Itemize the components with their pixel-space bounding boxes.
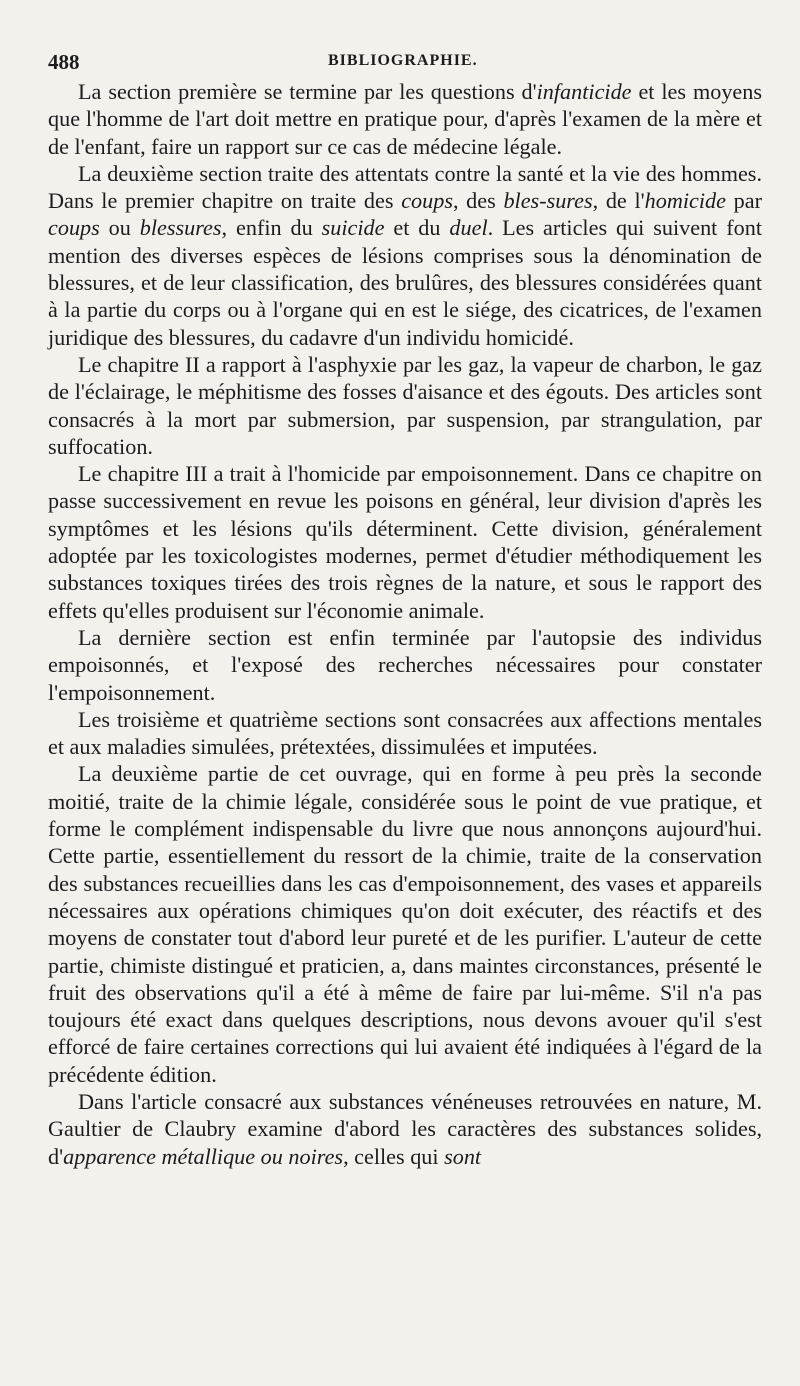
text-run: Les troisième et quatrième sections sont consacrées aux affections mentales et aux maladies simulées, prétextées, dissimulées et imputées. (48, 706, 762, 760)
text-run: La deuxième partie de cet ouvrage, qui en forme à peu près la seconde moitié, traite de la chimie légale, considérée sous le point de vue pratique, et forme le complément indispensable du livre que nous annonçons aujourd'hui. Cette partie, essentiellement du ressort de la chimie, traite de la conservation des substances recueillies dans les cas d'empoisonnement, des vases et appareils nécessaires aux opérations chimiques qu'on doit exécuter, des réactifs et des moyens de constater tout d'abord leur pureté et de les purifier. L'auteur de cette partie, chimiste distingué et praticien, a, dans maintes circonstances, présenté le fruit des observations qu'il a été à même de faire par lui-même. S'il n'a pas toujours été exact dans quelques descriptions, nous devons avouer qu'il s'est efforcé de faire certaines corrections qui lui avaient été indiquées à l'égard de la précédente édition. (48, 761, 762, 1087)
text-run: , celles qui (343, 1143, 445, 1169)
page-header (48, 44, 762, 78)
paragraph (48, 624, 762, 706)
text-run: La deuxième section traite des attentats contre la santé et la vie des hommes. Dans le premier chapitre on traite des (48, 160, 762, 214)
italic-run: infanticide (536, 79, 632, 104)
italic-run: duel (449, 215, 488, 241)
text-run: et les moyens que l'homme de l'art doit mettre en pratique pour, d'après l'examen de la mère et de l'enfant, faire un rapport sur ce cas de médecine légale. (48, 79, 762, 159)
italic-run: coups (401, 188, 453, 214)
text-run: Le chapitre II a rapport à l'asphyxie par les gaz, la vapeur de charbon, le gaz de l'éclairage, le méphitisme des fosses d'aisance et des égouts. Des articles sont consacrés à la mort par submersion, par suspension, par strangulation, par suffocation. (48, 351, 762, 459)
italic-run: coups (48, 215, 100, 241)
paragraph (48, 460, 762, 624)
italic-run: suicide (321, 215, 385, 241)
italic-run: homicide (644, 188, 726, 214)
text-run: ou (99, 215, 140, 241)
paragraph (48, 760, 762, 1088)
paragraph (48, 160, 762, 351)
body-text (48, 78, 762, 1170)
paragraph (48, 706, 762, 761)
italic-run: blessures (139, 215, 222, 241)
running-head: BIBLIOGRAPHIE. (328, 52, 478, 69)
text-run: , de l' (592, 188, 645, 214)
page-number: 488 (48, 50, 80, 74)
text-run: , des (452, 188, 504, 214)
paragraph (48, 78, 762, 160)
italic-run: bles-sures (503, 188, 593, 214)
text-run: La dernière section est enfin terminée par l'autopsie des individus empoisonnés, et l'exposé des recherches nécessaires pour constater l'empoisonnement. (48, 624, 762, 705)
text-run: La section première se termine par les questions d' (78, 79, 537, 104)
text-run: Dans l'article consacré aux substances vénéneuses retrouvées en nature, M. Gaultier de Claubry examine d'abord les caractères des substances solides, d' (48, 1088, 762, 1169)
paragraph (48, 1088, 762, 1170)
paragraph (48, 351, 762, 460)
italic-run: sont (444, 1143, 482, 1169)
text-run: , enfin du (221, 215, 322, 241)
text-run: par (725, 188, 762, 214)
text-run: . Les articles qui suivent font mention des diverses espèces de lésions comprises sous la dénomination de blessures, et de leur classification, des brulûres, des blessures considérées quant à la partie du corps ou à l'organe qui en est le siége, des cicatrices, de l'examen juridique des blessures, du cadavre d'un individu homicidé. (48, 215, 762, 350)
text-run: et du (384, 215, 450, 241)
italic-run: apparence métallique ou noires (63, 1143, 344, 1169)
text-run: Le chapitre III a trait à l'homicide par empoisonnement. Dans ce chapitre on passe successivement en revue les poisons en général, leur division d'après les symptômes et les lésions qu'ils déterminent. Cette division, généralement adoptée par les toxicologistes modernes, permet d'étudier méthodiquement les substances toxiques tirées des trois règnes de la nature, et sous le rapport des effets qu'elles produisent sur l'économie animale. (48, 461, 762, 623)
